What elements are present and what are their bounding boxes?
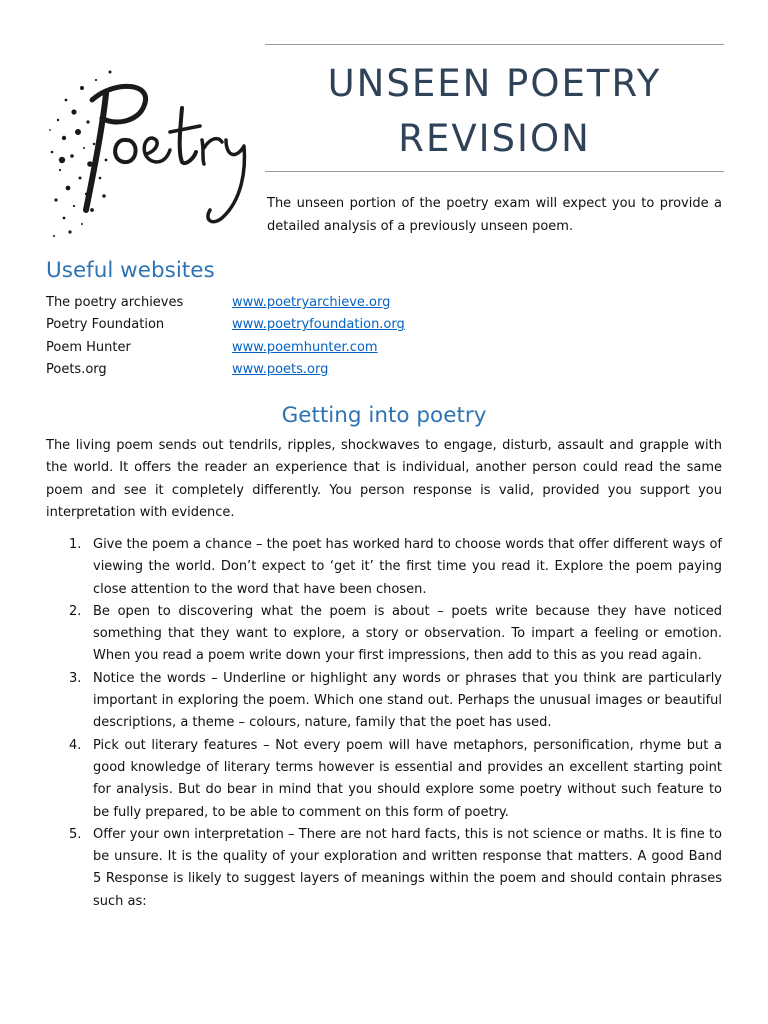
list-item (46, 735, 722, 824)
title-bottom-rule (265, 171, 724, 172)
title-line-2: REVISION (398, 117, 591, 160)
list-item (46, 534, 722, 601)
list-item-text: Offer your own interpretation – There are not hard facts, this is not science or maths. It is fine to be unsure. It is the quality of your exploration and written response that matters. A good Band 5 Response is likely to suggest layers of meanings within the poem and should contain phrases such as: (93, 826, 722, 909)
website-row (46, 314, 546, 336)
poetry-logo (44, 60, 254, 245)
website-link[interactable]: www.poets.org (232, 361, 329, 377)
website-row (46, 292, 546, 314)
list-item-text: Be open to discovering what the poem is about – poets write because they have noticed something that they want to explore, a story or observation. To impart a feeling or emotion. When you read a poem write down your first impressions, then add to this as you read again. (93, 603, 722, 664)
list-number: 2. (69, 603, 82, 619)
getting-into-poetry-heading: Getting into poetry (281, 403, 487, 428)
list-item-text: Pick out literary features – Not every poem will have metaphors, personification, rhyme but a good knowledge of literary terms however is essential and provides an excellent starting point for analysis. But do bear in mind that you should explore some poetry without such feature to be fully prepared, to be able to comment on this form of poetry. (93, 737, 722, 820)
website-name: Poets.org (46, 361, 107, 377)
websites-list (46, 292, 546, 381)
page-title (265, 56, 724, 166)
steps-list (46, 534, 722, 913)
website-name: The poetry archieves (46, 295, 184, 310)
list-number: 3. (69, 670, 82, 686)
useful-websites-heading: Useful websites (46, 258, 215, 283)
list-item (46, 824, 722, 913)
list-number: 5. (69, 826, 82, 842)
list-item-text: Give the poem a chance – the poet has worked hard to choose words that offer different ways of viewing the world. Don’t expect to ‘get it’ the first time you read it. Explore the poem paying close attention to the word that have been chosen. (93, 537, 722, 597)
website-link[interactable]: www.poemhunter.com (232, 339, 378, 355)
website-link[interactable]: www.poetryfoundation.org (232, 317, 405, 333)
list-item-text: Notice the words – Underline or highlight any words or phrases that you think are particularly important in exploring the poem. Which one stand out. Perhaps the unusual images or beautiful descriptions, a theme – colours, nature, family that the poet has used. (93, 670, 722, 731)
website-row (46, 337, 546, 359)
list-number: 4. (69, 737, 82, 753)
website-name: Poetry Foundation (46, 317, 165, 333)
title-top-rule (265, 44, 724, 45)
website-link[interactable]: www.poetryarchieve.org (232, 295, 391, 310)
website-row (46, 359, 546, 381)
intro-text: The unseen portion of the poetry exam will expect you to provide a detailed analysis of a previously unseen poem. (267, 196, 722, 234)
title-line-1: UNSEEN POETRY (327, 62, 662, 105)
list-item (46, 668, 722, 735)
list-item (46, 601, 722, 668)
list-number: 1. (69, 537, 82, 552)
website-name: Poem Hunter (46, 339, 131, 355)
intro-paragraph: The living poem sends out tendrils, ripples, shockwaves to engage, disturb, assault and grapple with the world. It offers the reader an experience that is individual, another person could read the same poem and see it completely differently. You person response is valid, provided you support you interpretation with evidence. (46, 438, 722, 520)
